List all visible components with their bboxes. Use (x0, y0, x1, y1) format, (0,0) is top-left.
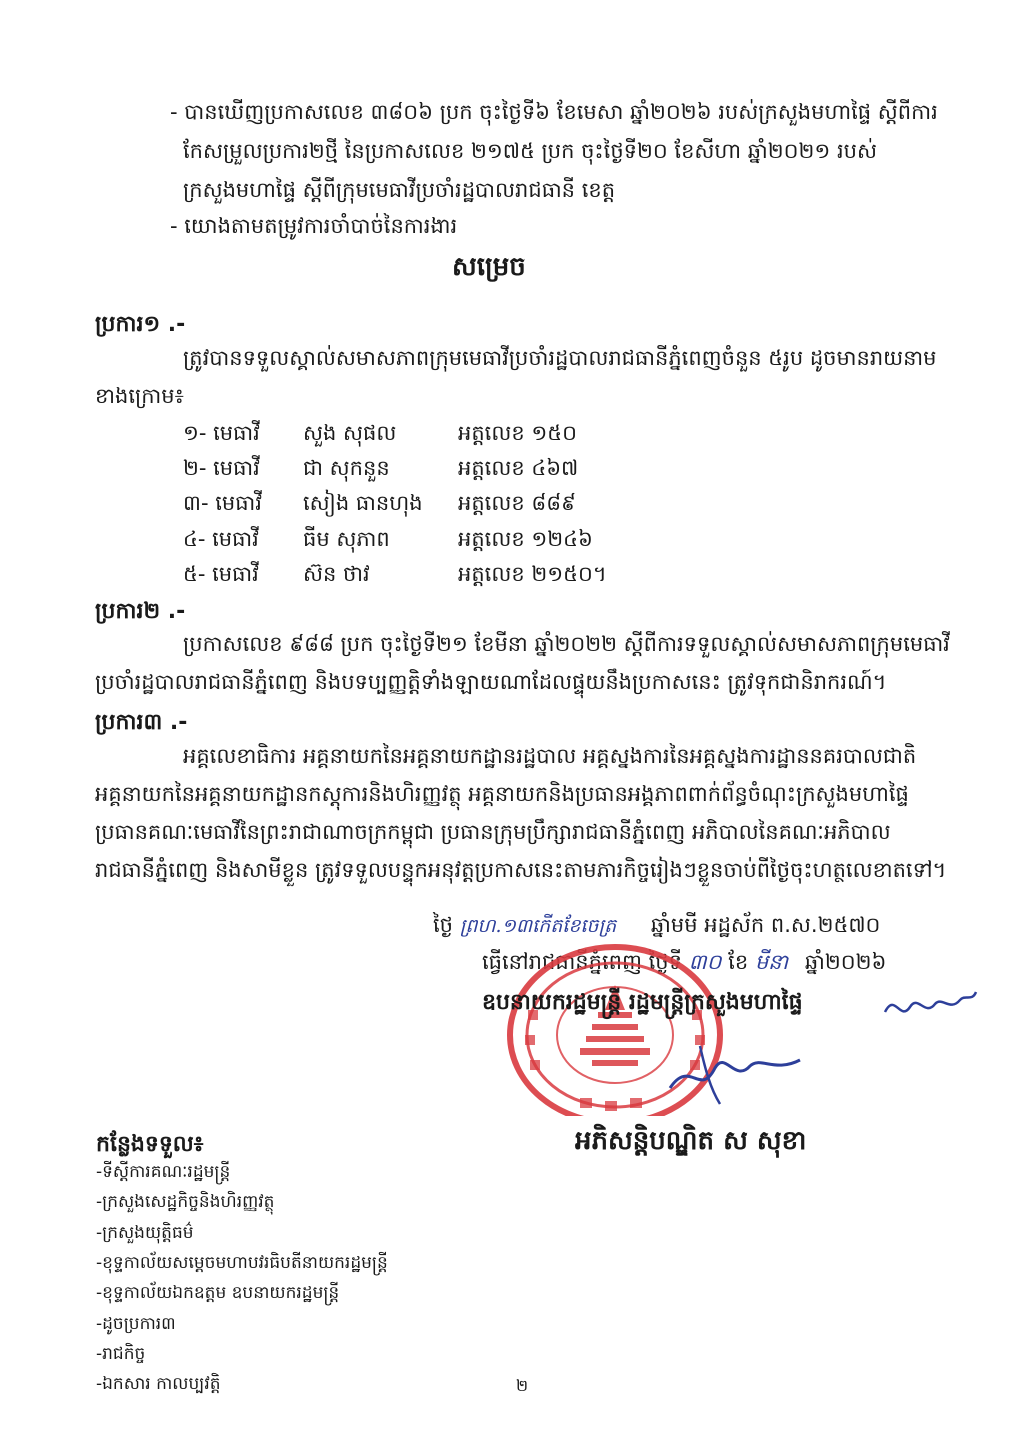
member-id: អត្តលេខ ១៥០ (458, 421, 577, 445)
preamble-line-4: - យោងតាមតម្រូវការចាំបាច់នៃការងារ (170, 214, 458, 238)
signer-title: ឧបនាយករដ្ឋមន្ត្រី រដ្ឋមន្ត្រីក្រសួងមហាផ្ទៃ (482, 990, 803, 1015)
place-date-prefix: ធ្វើនៅរាជធានីភ្នំពេញ ថ្ងៃទី (482, 950, 682, 974)
member-number: ២- មេធាវី (183, 456, 260, 480)
list-item: -ឯកសារ កាលប្បវត្តិ (96, 1374, 221, 1394)
lunar-date-prefix: ថ្ងៃ (433, 913, 453, 937)
month-prefix: ខែ (728, 950, 749, 974)
signer-name: អភិសន្តិបណ្ឌិត ស សុខា (575, 1126, 807, 1156)
list-item: -ក្រសួងសេដ្ឋកិច្ចនិងហិរញ្ញវត្ថុ (96, 1192, 275, 1212)
member-number: ៣- មេធាវី (183, 491, 262, 515)
month-handwritten: មីនា (754, 950, 789, 974)
initial-signature (880, 982, 980, 1032)
list-item: -ខុទ្ទកាល័យឯកឧត្តម ឧបនាយករដ្ឋមន្ត្រី (96, 1283, 340, 1303)
list-item: -ខុទ្ទកាល័យសម្តេចមហាបវរធិបតីនាយករដ្ឋមន្ត្រី (96, 1253, 388, 1273)
article-3-text-1: អគ្គលេខាធិការ អគ្គនាយកនៃអគ្គនាយកដ្ឋានរដ្ឋបាល អគ្គស្នងការនៃអគ្គស្នងការដ្ឋាននគរបាលជាតិ (183, 744, 917, 768)
member-name: សៀង ធានហុង (303, 491, 423, 515)
member-name: សួង សុផល (303, 421, 397, 445)
member-id: អត្តលេខ ៨៨៩ (458, 491, 576, 515)
article-3-text-4: រាជធានីភ្នំពេញ និងសាមីខ្លួន ត្រូវទទួលបន្ទុកអនុវត្តប្រកាសនេះតាមភារកិច្ចរៀងៗខ្លួនចាប់ពីថ្ងៃចុះហត្ថលេខាតទៅ។ (95, 858, 947, 882)
article-1-text-2: ខាងក្រោម៖ (95, 384, 184, 408)
list-item: -រាជកិច្ច (96, 1344, 146, 1364)
list-item: -ដូចប្រការ៣ (96, 1314, 176, 1334)
article-2-text-2: ប្រចាំរដ្ឋបាលរាជធានីភ្នំពេញ និងបទប្បញ្ញត្តិទាំងឡាយណាដែលផ្ទុយនឹងប្រកាសនេះ ត្រូវទុកជានិរាករណ៍។ (95, 670, 887, 694)
member-name: ស៊ន ថាវ (303, 562, 370, 586)
member-name: ជា សុកនួន (303, 456, 390, 480)
member-id: អត្តលេខ ៤៦៧ (458, 456, 579, 480)
article-1-text-1: ត្រូវបានទទួលស្គាល់សមាសភាពក្រុមមេធាវីប្រចាំរដ្ឋបាលរាជធានីភ្នំពេញចំនួន ៥រូប ដូចមានរាយនាម (183, 346, 937, 370)
member-number: ៤- មេធាវី (183, 527, 259, 551)
list-item: -ក្រសួងយុត្តិធម៌ (96, 1223, 194, 1243)
lunar-date-line (433, 913, 880, 938)
article-1-heading: ប្រការ១ .- (95, 312, 186, 337)
member-number: ៥- មេធាវី (183, 562, 259, 586)
main-signature (660, 1038, 810, 1108)
member-number: ១- មេធាវី (183, 421, 260, 445)
member-id: អត្តលេខ ១២៤៦ (458, 527, 593, 551)
preamble-line-3: ក្រសួងមហាផ្ទៃ ស្តីពីក្រុមមេធាវីប្រចាំរដ្ឋបាលរាជធានី ខេត្ត (183, 178, 616, 202)
member-name: ធីម សុភាព (303, 527, 390, 551)
article-2-text-1: ប្រកាសលេខ ៩៨៨ ប្រក ចុះថ្ងៃទី២១ ខែមីនា ឆ្នាំ២០២២ ស្តីពីការទទួលស្គាល់សមាសភាពក្រុមមេធាវី (183, 632, 950, 656)
day-handwritten: ៣០ (688, 950, 722, 974)
article-3-text-3: ប្រធានគណៈមេធាវីនៃព្រះរាជាណាចក្រកម្ពុជា ប្រធានក្រុមប្រឹក្សារាជធានីភ្នំពេញ អភិបាលនៃគណៈអភិបាល (95, 820, 891, 844)
preamble-line-2: កែសម្រួលប្រការ២ថ្មី នៃប្រកាសលេខ ២១៧៥ ប្រក ចុះថ្ងៃទី២០ ខែសីហា ឆ្នាំ២០២១ របស់ (183, 139, 877, 163)
list-item: -ទីស្តីការគណៈរដ្ឋមន្ត្រី (96, 1162, 231, 1182)
article-3-text-2: អគ្គនាយកនៃអគ្គនាយកដ្ឋានកស្តុការនិងហិរញ្ញវត្ថុ អគ្គនាយកនិងប្រធានអង្គភាពពាក់ព័ន្ធចំណុះក្រសួងមហាផ្ទៃ (95, 782, 909, 806)
preamble-line-1: - បានឃើញប្រកាសលេខ ៣៨០៦ ប្រក ចុះថ្ងៃទី៦ ខែមេសា ឆ្នាំ២០២៦ របស់ក្រសួងមហាផ្ទៃ ស្តីពីការ (170, 100, 938, 124)
page-number: ២ (516, 1376, 529, 1395)
lunar-date-handwritten: ព្រហ.១៣កើតខែចេត្រ (459, 915, 617, 937)
cc-heading: កន្លែងទទួល៖ (96, 1132, 204, 1157)
lunar-date-suffix: ឆ្នាំមមី អដ្ឋស័ក ព.ស.២៥៧០ (650, 913, 881, 937)
decision-heading: សម្រេច (452, 252, 526, 282)
article-2-heading: ប្រការ២ .- (95, 599, 186, 624)
article-3-heading: ប្រការ៣ .- (95, 710, 188, 735)
date-year: ឆ្នាំ២០២៦ (804, 950, 887, 974)
member-id: អត្តលេខ ២១៥០។ (458, 562, 607, 586)
